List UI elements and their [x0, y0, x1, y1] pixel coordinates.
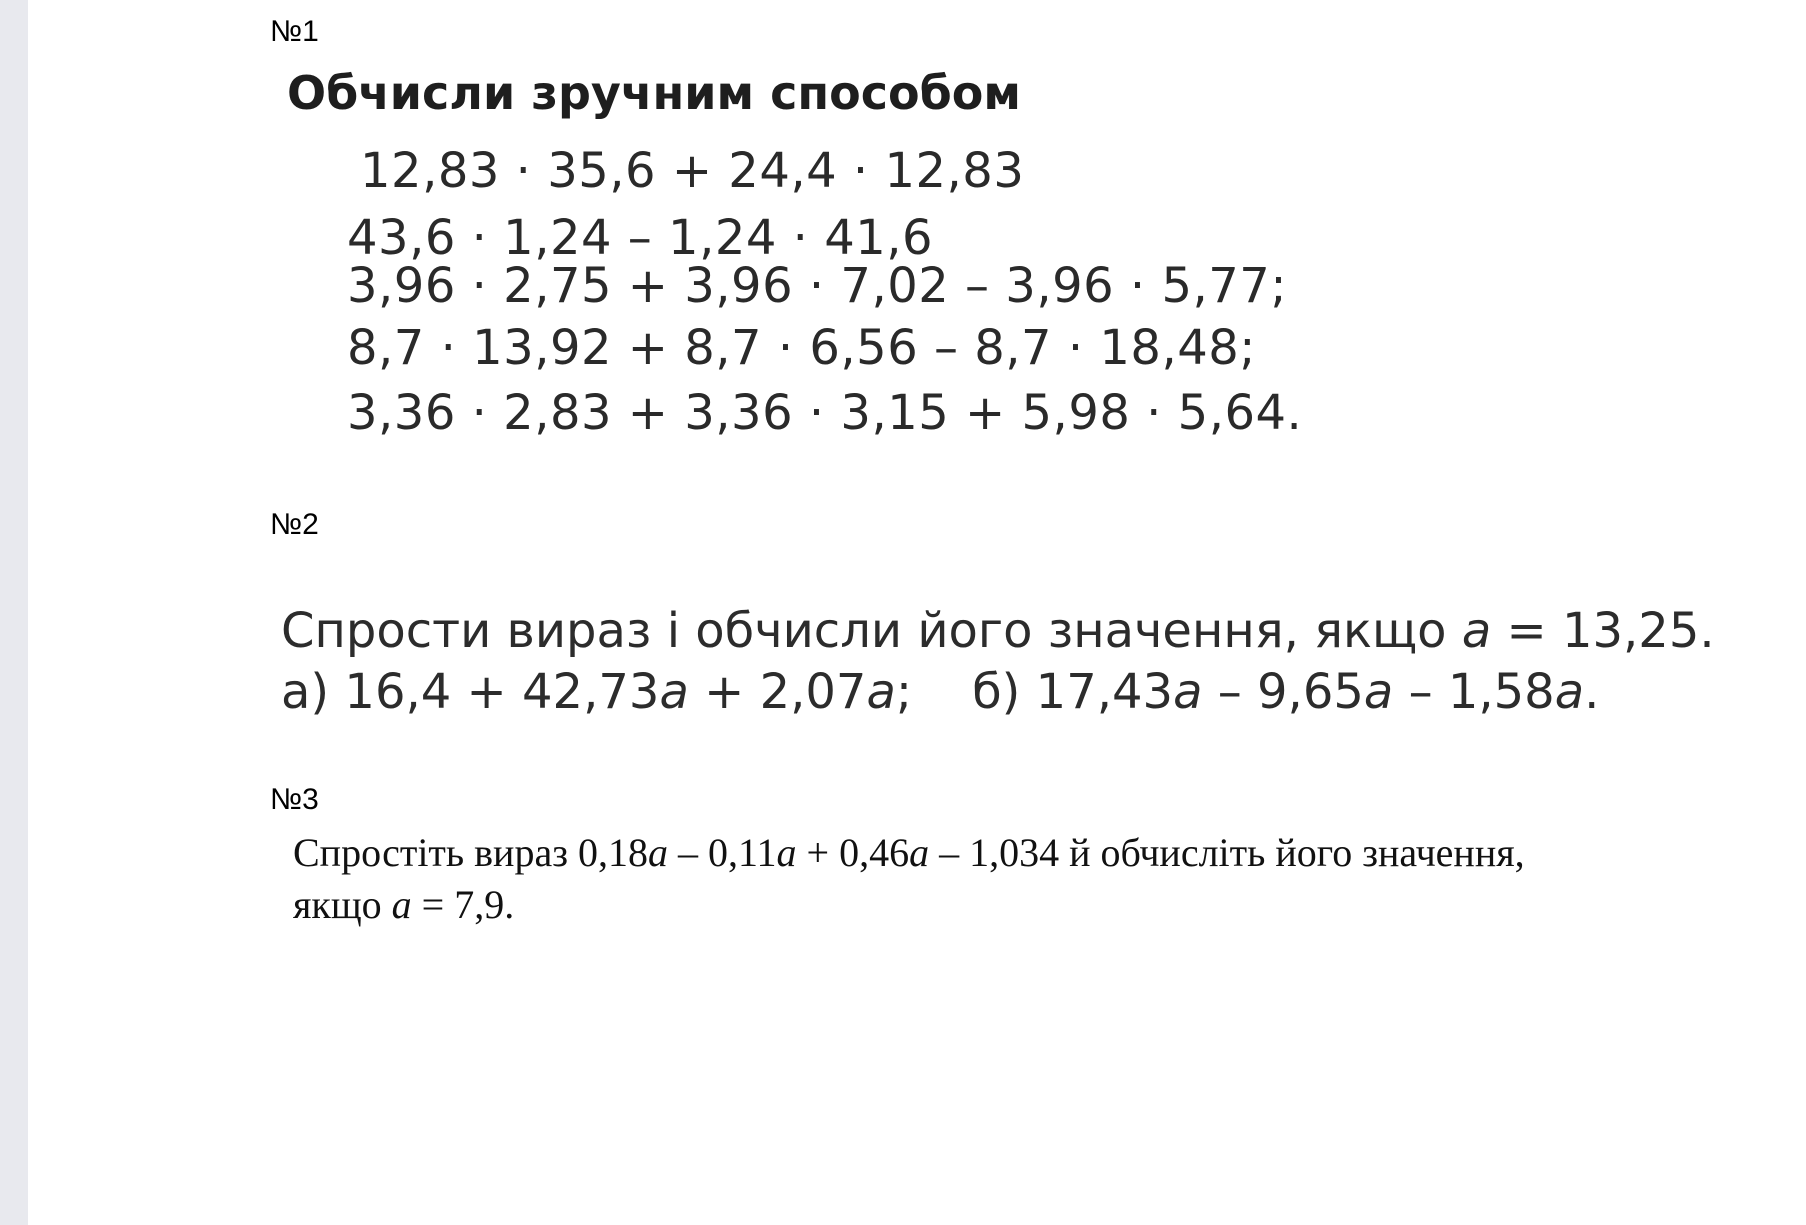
- variable-a: a: [866, 664, 896, 720]
- task-3-text: – 0,11: [668, 830, 777, 875]
- left-margin-strip: [0, 0, 28, 1225]
- task-3-text: + 0,46: [796, 830, 910, 875]
- task-1-expression: 12,83 · 35,6 + 24,4 · 12,83: [360, 143, 1025, 199]
- task-1-number: №1: [270, 15, 319, 48]
- part-a-label: а): [281, 664, 345, 720]
- task-3-line-1: [293, 830, 1525, 875]
- variable-a: a: [909, 830, 930, 875]
- variable-a: a: [1173, 664, 1203, 720]
- task-3-text: = 7,9.: [411, 882, 515, 927]
- variable-a: a: [648, 830, 668, 875]
- variable-a: a: [659, 664, 689, 720]
- part-b-end: .: [1584, 664, 1600, 720]
- part-b-label: б): [972, 664, 1036, 720]
- task-2-prompt-value: = 13,25.: [1491, 603, 1715, 659]
- task-1-expression: 43,6 · 1,24 – 1,24 · 41,6: [347, 210, 934, 266]
- task-1-heading: Обчисли зручним способом: [287, 66, 1021, 120]
- task-2-parts: [281, 664, 1600, 720]
- task-1-expression: 3,96 · 2,75 + 3,96 · 7,02 – 3,96 · 5,77;: [347, 258, 1287, 314]
- part-b-term: – 1,58: [1393, 664, 1555, 720]
- task-2-number: №2: [270, 508, 319, 541]
- task-1-expression: 3,36 · 2,83 + 3,36 · 3,15 + 5,98 · 5,64.: [347, 385, 1303, 441]
- task-3-text: якщо: [293, 882, 392, 927]
- task-2-prompt-text: Спрости вираз і обчисли його значення, якщо: [281, 603, 1462, 659]
- part-a-term: 16,4 + 42,73: [344, 664, 660, 720]
- part-b-term: 17,43: [1035, 664, 1174, 720]
- variable-a: a: [1363, 664, 1394, 720]
- task-1-expression: 8,7 · 13,92 + 8,7 · 6,56 – 8,7 · 18,48;: [347, 320, 1256, 376]
- task-3-number: №3: [270, 783, 319, 816]
- task-2-prompt: [281, 603, 1715, 659]
- task-3-text: – 1,034 й обчисліть його значення,: [929, 830, 1525, 875]
- part-a-term: + 2,07: [688, 664, 867, 720]
- part-a-end: ;: [895, 664, 913, 720]
- part-b-term: – 9,65: [1202, 664, 1364, 720]
- task-3-line-2: [293, 882, 515, 927]
- variable-a: a: [776, 830, 797, 875]
- variable-a: a: [391, 882, 412, 927]
- variable-a: a: [1461, 603, 1492, 659]
- task-3-text: Спростіть вираз 0,18: [293, 830, 648, 875]
- variable-a: a: [1554, 664, 1585, 720]
